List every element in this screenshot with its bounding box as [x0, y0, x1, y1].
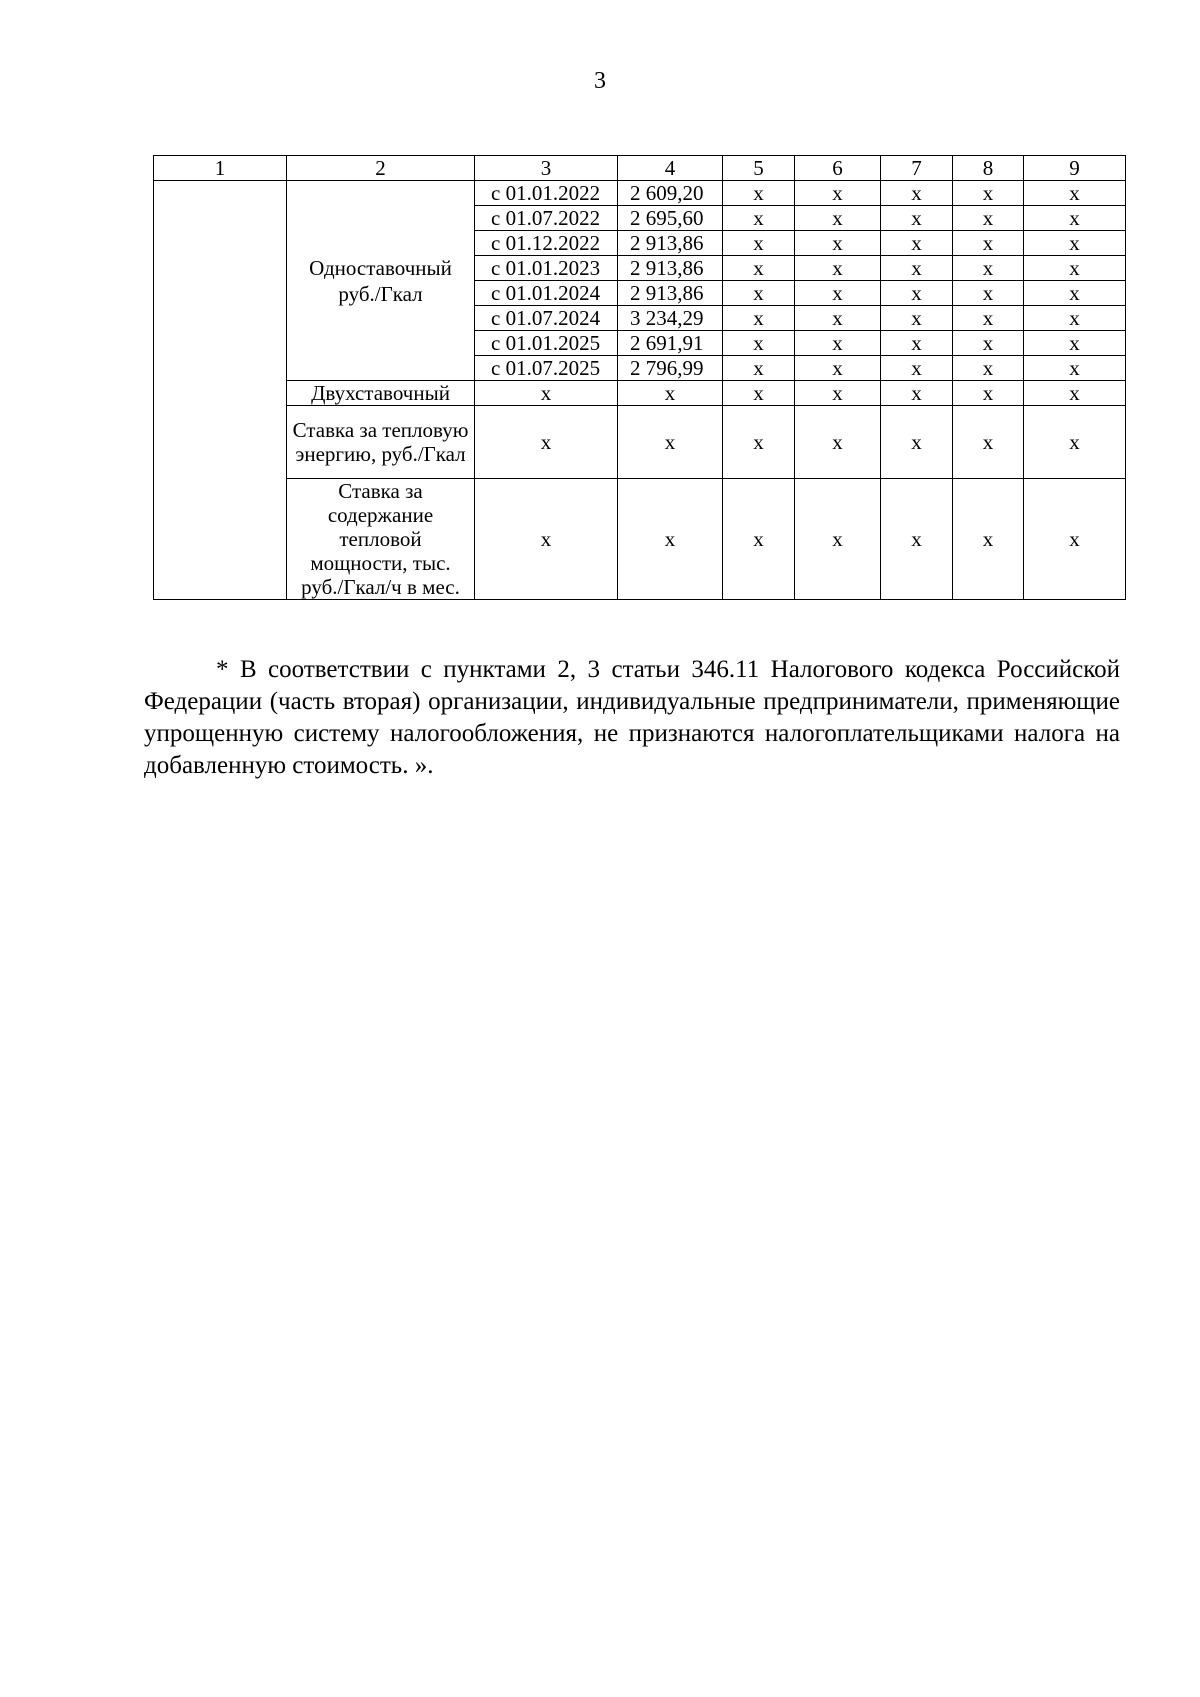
date-cell: с 01.01.2022	[475, 181, 618, 206]
mark-cell: х	[953, 281, 1024, 306]
header-cell: 7	[881, 156, 953, 181]
mark-cell: х	[881, 406, 953, 479]
mark-cell: х	[881, 306, 953, 331]
mark-cell: х	[795, 181, 881, 206]
mark-cell: х	[953, 256, 1024, 281]
mark-cell: х	[795, 479, 881, 600]
mark-cell: х	[881, 231, 953, 256]
mark-cell: х	[881, 281, 953, 306]
mark-cell: х	[1024, 306, 1126, 331]
page-number: 3	[594, 68, 606, 94]
value-cell: 2 913,86	[618, 231, 723, 256]
date-cell: с 01.01.2025	[475, 331, 618, 356]
mark-cell: х	[795, 406, 881, 479]
cell-col1-empty	[154, 181, 287, 600]
mark-cell: х	[1024, 181, 1126, 206]
mark-cell: х	[618, 381, 723, 406]
header-cell: 2	[287, 156, 475, 181]
mark-cell: х	[881, 256, 953, 281]
table-body	[154, 156, 1126, 600]
date-cell: с 01.07.2024	[475, 306, 618, 331]
mark-cell: х	[953, 306, 1024, 331]
header-cell: 3	[475, 156, 618, 181]
date-cell: с 01.01.2023	[475, 256, 618, 281]
mark-cell: х	[953, 331, 1024, 356]
mark-cell: х	[475, 381, 618, 406]
mark-cell: х	[723, 256, 795, 281]
date-cell: с 01.07.2022	[475, 206, 618, 231]
header-cell: 8	[953, 156, 1024, 181]
mark-cell: х	[795, 381, 881, 406]
capacity-rate-label: Ставка за содержание тепловой мощности, тыс. руб./Гкал/ч в мес.	[287, 479, 475, 600]
header-cell: 6	[795, 156, 881, 181]
mark-cell: х	[881, 331, 953, 356]
value-cell: 2 695,60	[618, 206, 723, 231]
mark-cell: х	[1024, 381, 1126, 406]
mark-cell: х	[1024, 406, 1126, 479]
mark-cell: х	[795, 256, 881, 281]
mark-cell: х	[953, 381, 1024, 406]
mark-cell: х	[618, 406, 723, 479]
mark-cell: х	[723, 406, 795, 479]
mark-cell: х	[953, 181, 1024, 206]
mark-cell: х	[475, 479, 618, 600]
header-cell: 9	[1024, 156, 1126, 181]
value-cell: 2 913,86	[618, 256, 723, 281]
mark-cell: х	[953, 356, 1024, 381]
one-rate-label: Одноставочный руб./Гкал	[287, 181, 475, 381]
mark-cell: х	[723, 381, 795, 406]
mark-cell: х	[723, 181, 795, 206]
header-cell: 5	[723, 156, 795, 181]
footnote-vat: * В соответствии с пунктами 2, 3 статьи 346.11 Налогового кодекса Российской Федерации (часть вторая) организации, индивидуальные предприниматели, применяющие упрощенную систему налогообложения, не признаются налогоплательщиками налога на добавленную стоимость. ».	[144, 656, 1120, 779]
mark-cell: х	[1024, 356, 1126, 381]
mark-cell: х	[795, 356, 881, 381]
mark-cell: х	[953, 479, 1024, 600]
mark-cell: х	[795, 206, 881, 231]
mark-cell: х	[953, 206, 1024, 231]
mark-cell: х	[1024, 331, 1126, 356]
mark-cell: х	[723, 479, 795, 600]
mark-cell: х	[953, 231, 1024, 256]
date-cell: с 01.12.2022	[475, 231, 618, 256]
value-cell: 2 691,91	[618, 331, 723, 356]
mark-cell: х	[953, 406, 1024, 479]
mark-cell: х	[1024, 231, 1126, 256]
mark-cell: х	[881, 479, 953, 600]
mark-cell: х	[881, 181, 953, 206]
mark-cell: х	[723, 231, 795, 256]
mark-cell: х	[618, 479, 723, 600]
mark-cell: х	[795, 231, 881, 256]
mark-cell: х	[723, 206, 795, 231]
value-cell: 2 609,20	[618, 181, 723, 206]
tariff-table	[153, 155, 1126, 600]
header-cell: 4	[618, 156, 723, 181]
mark-cell: х	[475, 406, 618, 479]
tariff-row	[154, 181, 1126, 206]
mark-cell: х	[1024, 281, 1126, 306]
mark-cell: х	[723, 306, 795, 331]
mark-cell: х	[1024, 479, 1126, 600]
mark-cell: х	[1024, 256, 1126, 281]
value-cell: 2 913,86	[618, 281, 723, 306]
value-cell: 2 796,99	[618, 356, 723, 381]
mark-cell: х	[881, 381, 953, 406]
date-cell: с 01.07.2025	[475, 356, 618, 381]
tariff-row	[154, 406, 1126, 479]
date-cell: с 01.01.2024	[475, 281, 618, 306]
header-cell: 1	[154, 156, 287, 181]
header-row	[154, 156, 1126, 181]
mark-cell: х	[795, 306, 881, 331]
tariff-row	[154, 479, 1126, 600]
mark-cell: х	[723, 281, 795, 306]
mark-cell: х	[723, 331, 795, 356]
mark-cell: х	[795, 281, 881, 306]
mark-cell: х	[1024, 206, 1126, 231]
mark-cell: х	[881, 206, 953, 231]
energy-rate-label: Ставка за тепловую энергию, руб./Гкал	[287, 406, 475, 479]
mark-cell: х	[795, 331, 881, 356]
two-rate-label: Двухставочный	[287, 381, 475, 406]
tariff-row	[154, 381, 1126, 406]
mark-cell: х	[881, 356, 953, 381]
value-cell: 3 234,29	[618, 306, 723, 331]
mark-cell: х	[723, 356, 795, 381]
